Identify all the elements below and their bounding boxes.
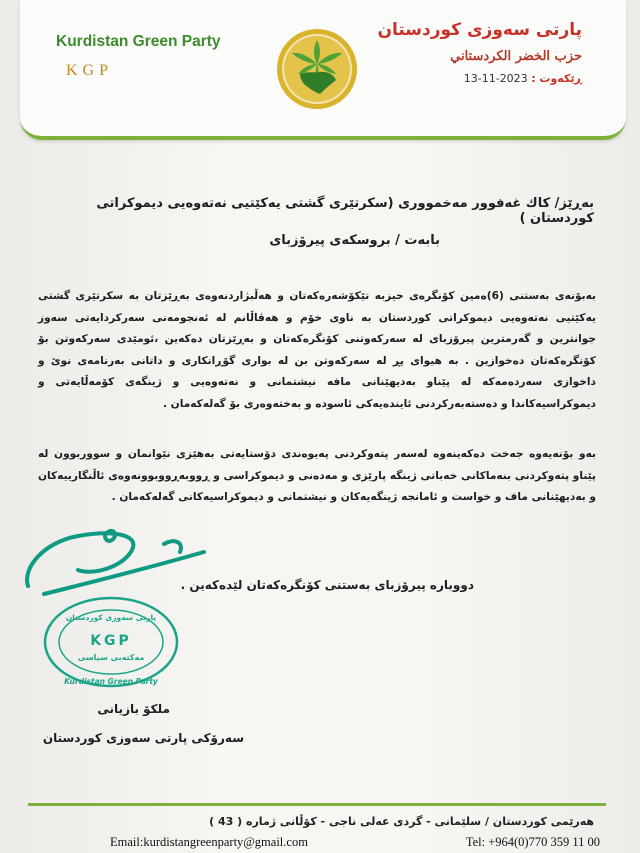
body-paragraph-2: بەو بۆنەیەوە جەخت دەکەینەوە لەسەر پتەوکردنی پەیوەندی دۆستایەتی بەهێزی نێوانمان و سووربوون لە پێناو پتەوکردنی بنەماکانی خەباتی ژینگە پارێزی و مەدەنی و دیموکراسی و ڕووبەڕووبوونەوەی ئاڵنگارییەکان و بەدیهێنانی ماف و خواست و ئامانجە ژینگەیەکان و نیشتمانی و دیموکراسیەکانی گەلەکەمان . — [38, 448, 596, 503]
party-name-arabic: حزب الخضر الكردستاني — [450, 49, 582, 64]
footer-phone: Tel: +964(0)770 359 11 00 — [465, 835, 600, 849]
party-name-english: Kurdistan Green Party — [56, 33, 221, 50]
party-abbreviation: KGP — [66, 62, 114, 79]
footer-divider — [28, 803, 606, 806]
stamp-department: مەکتەبی سیاسی — [77, 653, 145, 662]
letterhead — [20, 0, 626, 140]
date-value: 2023-11-13 — [463, 72, 528, 85]
stamp-bottom-text: Kurdistan Green Party — [64, 677, 158, 686]
footer-address: هەرێمی کوردستان / سلێمانی - گردی عەلی ناجی - کۆڵانی ژمارە ( 43 ) — [209, 815, 594, 828]
signer-title: سەرۆکی پارتی سەوزی کوردستان — [42, 731, 244, 745]
signer-name: ملکۆ بازیانی — [97, 702, 170, 716]
addressee-line: بەڕێز/ کاك غەفوور مەخمووری (سكرتێری گشتی یەکێتیی نەتەوەیی دیموکراتی کوردستان ) — [96, 196, 594, 226]
party-logo-icon — [276, 28, 358, 110]
party-name-kurdish: پارتی سەوزی کوردستان — [377, 20, 582, 40]
official-stamp — [40, 594, 182, 690]
stamp-abbr: KGP — [90, 633, 132, 649]
stamp-top-text: پارتی سەوزی کوردستان — [65, 613, 157, 622]
closing-line: دووبارە پیرۆزبای بەستنی کۆنگرەکەتان لێدەکەین . — [180, 578, 474, 592]
footer-email: Email:kurdistangreenparty@gmail.com — [110, 835, 308, 849]
body-paragraph-1: بەبۆنەی بەستنی (6)ەمین کۆنگرەی حیزبە تێکۆشەرەکەتان و هەڵبژاردنەوەی بەڕێزتان بە سکرتێری گشتی یەکێتیی نەتەوەیی دیموکراتی کوردستان بە ناوی خۆم و هەڤاڵانم لە ئەنجومەنی سەرکردایەتی سەوز جوانترین و گەرمترین پیرۆزبای لە سەرکەوتنی کۆنگرەکەتان و بەڕێزتان دەکەین ،ئومێدی سەرکەوتن بۆ کۆنگرەکەتان دەخوازین . بە هیوای پڕ لە سەرکەوتن بن لە بواری گۆڕانکاری و داتانی بەرنامەی نوێ و داخوازی سەردەمەکە لە پێناو بەدیهێنانی مافە نیشتمانی و نەتەوەیی و ژینگەی کۆمەڵایەتی و دیموکراسیەکاندا و دەستەبەرکردنی ئایندەیەکی ئاسودە و بەختەوەری بۆ گەلەکەمان . — [38, 290, 596, 410]
letter-date — [464, 72, 582, 85]
subject-line: بابەت / بروسکەی پیرۆزبای — [269, 233, 440, 248]
date-label: ڕێکەوت : — [531, 72, 582, 85]
